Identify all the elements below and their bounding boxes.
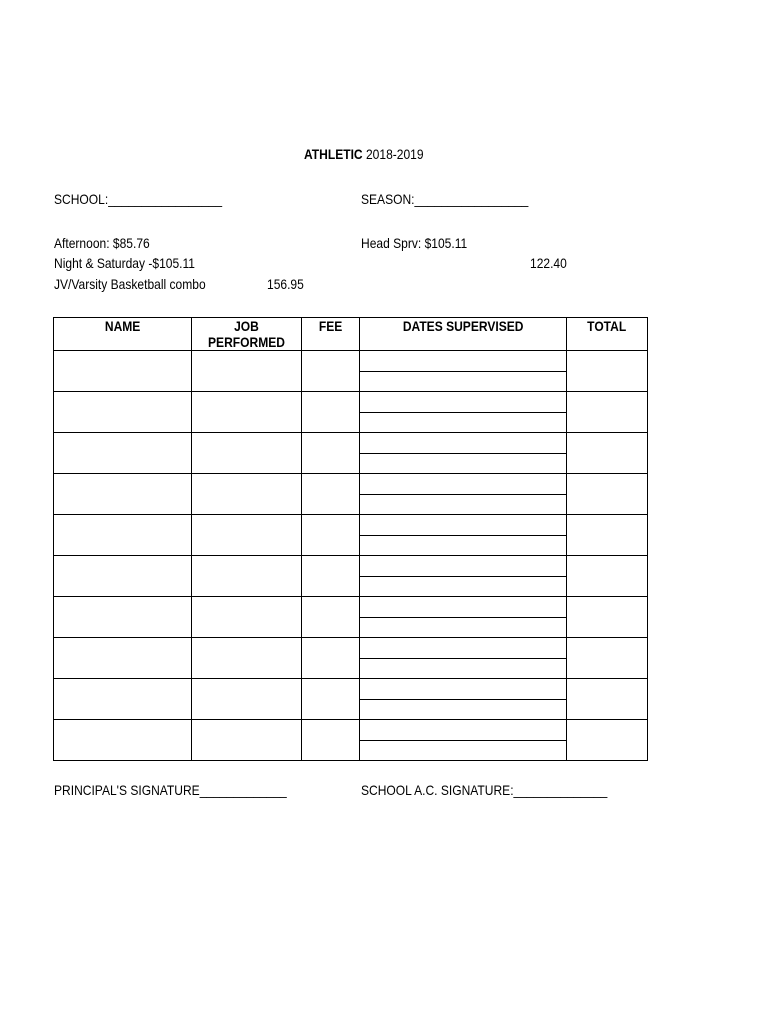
name-cell[interactable] bbox=[54, 638, 192, 679]
job-cell[interactable] bbox=[192, 597, 302, 638]
name-cell[interactable] bbox=[54, 679, 192, 720]
title-year: 2018-2019 bbox=[365, 146, 424, 162]
name-cell[interactable] bbox=[54, 351, 192, 392]
col-fee-header: FEE bbox=[302, 318, 360, 351]
dates-cell[interactable] bbox=[360, 392, 567, 433]
job-cell[interactable] bbox=[192, 474, 302, 515]
job-cell[interactable] bbox=[192, 433, 302, 474]
name-cell[interactable] bbox=[54, 474, 192, 515]
table-row bbox=[54, 597, 648, 638]
fee-cell[interactable] bbox=[302, 720, 360, 761]
fee-cell[interactable] bbox=[302, 597, 360, 638]
table-row bbox=[54, 720, 648, 761]
fee-cell[interactable] bbox=[302, 474, 360, 515]
table-row bbox=[54, 351, 648, 392]
title-word: ATHLETIC bbox=[304, 146, 363, 162]
head-supervisor-rate: Head Sprv: $105.11 bbox=[361, 235, 468, 251]
dates-divider bbox=[360, 371, 566, 372]
principal-signature-line[interactable]: PRINCIPAL'S SIGNATURE_____________ bbox=[54, 782, 287, 798]
name-cell[interactable] bbox=[54, 556, 192, 597]
name-cell[interactable] bbox=[54, 433, 192, 474]
fee-cell[interactable] bbox=[302, 515, 360, 556]
supervision-table bbox=[53, 317, 648, 761]
job-cell[interactable] bbox=[192, 720, 302, 761]
school-field[interactable]: SCHOOL:_________________ bbox=[54, 191, 223, 207]
dates-divider bbox=[360, 740, 566, 741]
col-name-header: NAME bbox=[54, 318, 192, 351]
total-cell[interactable] bbox=[567, 474, 648, 515]
table-row bbox=[54, 638, 648, 679]
night-saturday-rate: Night & Saturday -$105.11 bbox=[54, 255, 195, 271]
fee-cell[interactable] bbox=[302, 392, 360, 433]
job-cell[interactable] bbox=[192, 351, 302, 392]
total-cell[interactable] bbox=[567, 351, 648, 392]
dates-cell[interactable] bbox=[360, 720, 567, 761]
dates-cell[interactable] bbox=[360, 556, 567, 597]
total-cell[interactable] bbox=[567, 433, 648, 474]
table-row bbox=[54, 679, 648, 720]
dates-divider bbox=[360, 412, 566, 413]
job-cell[interactable] bbox=[192, 638, 302, 679]
fee-cell[interactable] bbox=[302, 351, 360, 392]
fee-cell[interactable] bbox=[302, 433, 360, 474]
dates-cell[interactable] bbox=[360, 638, 567, 679]
table-header-row bbox=[54, 318, 648, 351]
total-cell[interactable] bbox=[567, 597, 648, 638]
name-cell[interactable] bbox=[54, 720, 192, 761]
total-cell[interactable] bbox=[567, 720, 648, 761]
col-total-header: TOTAL bbox=[567, 318, 648, 351]
total-cell[interactable] bbox=[567, 638, 648, 679]
dates-divider bbox=[360, 535, 566, 536]
dates-cell[interactable] bbox=[360, 474, 567, 515]
afternoon-rate: Afternoon: $85.76 bbox=[54, 235, 150, 251]
dates-divider bbox=[360, 699, 566, 700]
season-field[interactable]: SEASON:_________________ bbox=[361, 191, 529, 207]
fee-cell[interactable] bbox=[302, 556, 360, 597]
jv-varsity-rate-label: JV/Varsity Basketball combo bbox=[54, 276, 206, 292]
dates-divider bbox=[360, 617, 566, 618]
dates-cell[interactable] bbox=[360, 679, 567, 720]
dates-divider bbox=[360, 658, 566, 659]
col-job-header: JOB PERFORMED bbox=[192, 318, 302, 351]
name-cell[interactable] bbox=[54, 392, 192, 433]
name-cell[interactable] bbox=[54, 597, 192, 638]
job-cell[interactable] bbox=[192, 556, 302, 597]
table-row bbox=[54, 515, 648, 556]
dates-divider bbox=[360, 576, 566, 577]
jv-varsity-rate-value: 156.95 bbox=[267, 276, 304, 292]
form-title bbox=[304, 146, 424, 162]
total-cell[interactable] bbox=[567, 392, 648, 433]
job-cell[interactable] bbox=[192, 515, 302, 556]
job-cell[interactable] bbox=[192, 679, 302, 720]
dates-cell[interactable] bbox=[360, 351, 567, 392]
dates-cell[interactable] bbox=[360, 597, 567, 638]
dates-divider bbox=[360, 494, 566, 495]
fee-cell[interactable] bbox=[302, 638, 360, 679]
total-cell[interactable] bbox=[567, 515, 648, 556]
name-cell[interactable] bbox=[54, 515, 192, 556]
total-cell[interactable] bbox=[567, 679, 648, 720]
head-supervisor-rate-second: 122.40 bbox=[530, 255, 567, 271]
school-ac-signature-line[interactable]: SCHOOL A.C. SIGNATURE:______________ bbox=[361, 782, 608, 798]
total-cell[interactable] bbox=[567, 556, 648, 597]
job-cell[interactable] bbox=[192, 392, 302, 433]
fee-cell[interactable] bbox=[302, 679, 360, 720]
table-row bbox=[54, 433, 648, 474]
table-row bbox=[54, 556, 648, 597]
table-row bbox=[54, 392, 648, 433]
col-dates-header: DATES SUPERVISED bbox=[360, 318, 567, 351]
dates-divider bbox=[360, 453, 566, 454]
dates-cell[interactable] bbox=[360, 433, 567, 474]
dates-cell[interactable] bbox=[360, 515, 567, 556]
table-row bbox=[54, 474, 648, 515]
